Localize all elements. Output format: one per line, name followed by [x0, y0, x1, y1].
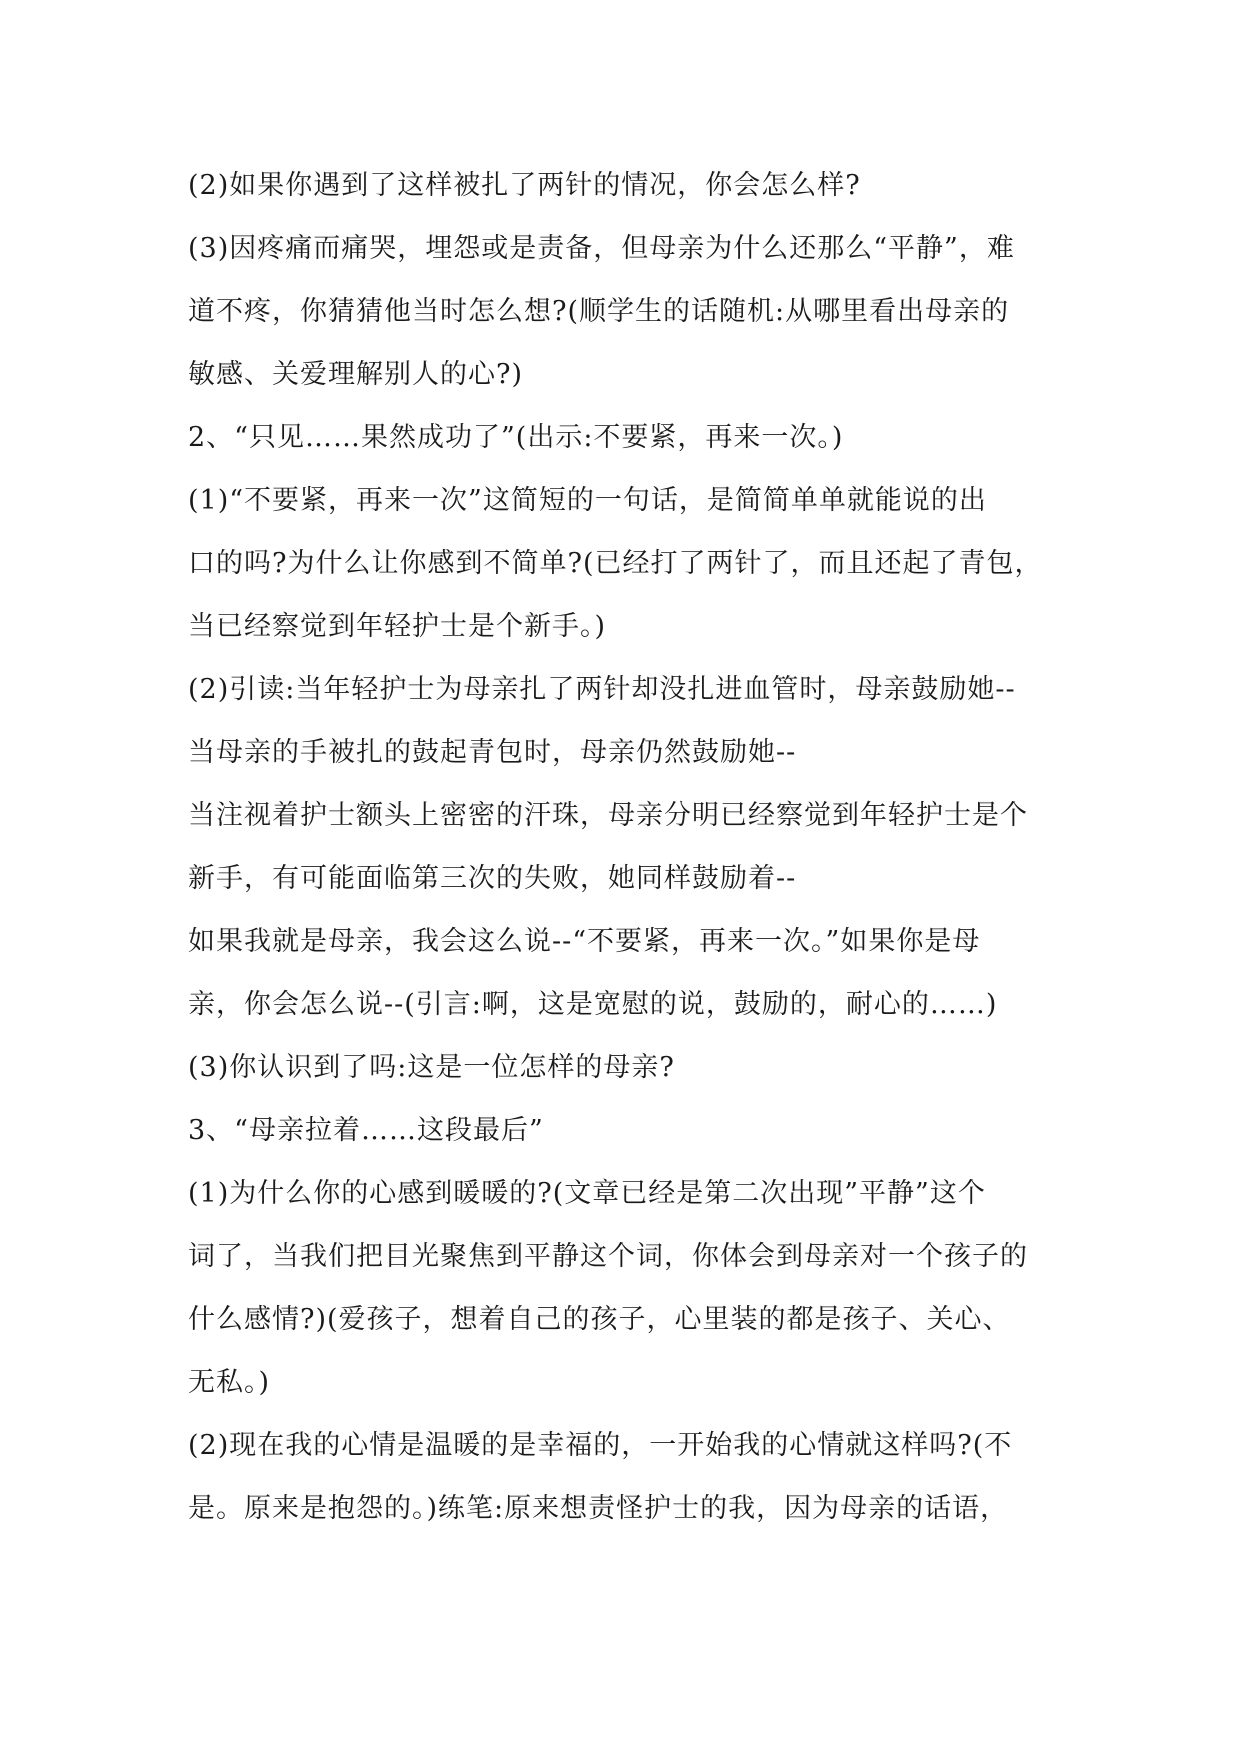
- text-line: 当已经察觉到年轻护士是个新手。): [188, 611, 607, 642]
- text-line: 当注视着护士额头上密密的汗珠，母亲分明已经察觉到年轻护士是个: [188, 800, 1028, 831]
- text-line: 无私。): [188, 1367, 271, 1398]
- document-body: [188, 154, 1068, 1540]
- text-line: (1)为什么你的心感到暖暖的?(文章已经是第二次出现”平静”这个: [188, 1178, 986, 1209]
- text-line: (3)因疼痛而痛哭，埋怨或是责备，但母亲为什么还那么“平静”，难: [188, 233, 1015, 264]
- text-line: 词了，当我们把目光聚焦到平静这个词，你体会到母亲对一个孩子的: [188, 1241, 1028, 1272]
- text-line: (3)你认识到了吗:这是一位怎样的母亲?: [188, 1052, 675, 1083]
- text-line: 口的吗?为什么让你感到不简单?(已经打了两针了，而且还起了青包，: [188, 548, 1043, 579]
- text-line: 亲，你会怎么说--(引言:啊，这是宽慰的说，鼓励的，耐心的……): [188, 989, 998, 1020]
- text-line: 如果我就是母亲，我会这么说--“不要紧，再来一次。”如果你是母: [188, 926, 981, 957]
- text-line: 当母亲的手被扎的鼓起青包时，母亲仍然鼓励她--: [188, 737, 797, 768]
- text-line: (2)引读:当年轻护士为母亲扎了两针却没扎进血管时，母亲鼓励她--: [188, 674, 1016, 705]
- text-line: 新手，有可能面临第三次的失败，她同样鼓励着--: [188, 863, 797, 894]
- text-line: (1)“不要紧，再来一次”这简短的一句话，是简简单单就能说的出: [188, 485, 987, 516]
- text-line: 敏感、关爱理解别人的心?): [188, 359, 524, 390]
- text-line: 3、“母亲拉着……这段最后”: [188, 1115, 544, 1146]
- text-line: 什么感情?)(爱孩子，想着自己的孩子，心里装的都是孩子、关心、: [188, 1304, 1011, 1335]
- text-line: 是。原来是抱怨的。)练笔:原来想责怪护士的我，因为母亲的话语，: [188, 1493, 1009, 1524]
- text-line: (2)如果你遇到了这样被扎了两针的情况，你会怎么样?: [188, 170, 861, 201]
- text-line: 道不疼，你猜猜他当时怎么想?(顺学生的话随机:从哪里看出母亲的: [188, 296, 1010, 327]
- text-line: (2)现在我的心情是温暖的是幸福的，一开始我的心情就这样吗?(不: [188, 1430, 1013, 1461]
- text-line: 2、“只见……果然成功了”(出示:不要紧，再来一次。): [188, 422, 844, 453]
